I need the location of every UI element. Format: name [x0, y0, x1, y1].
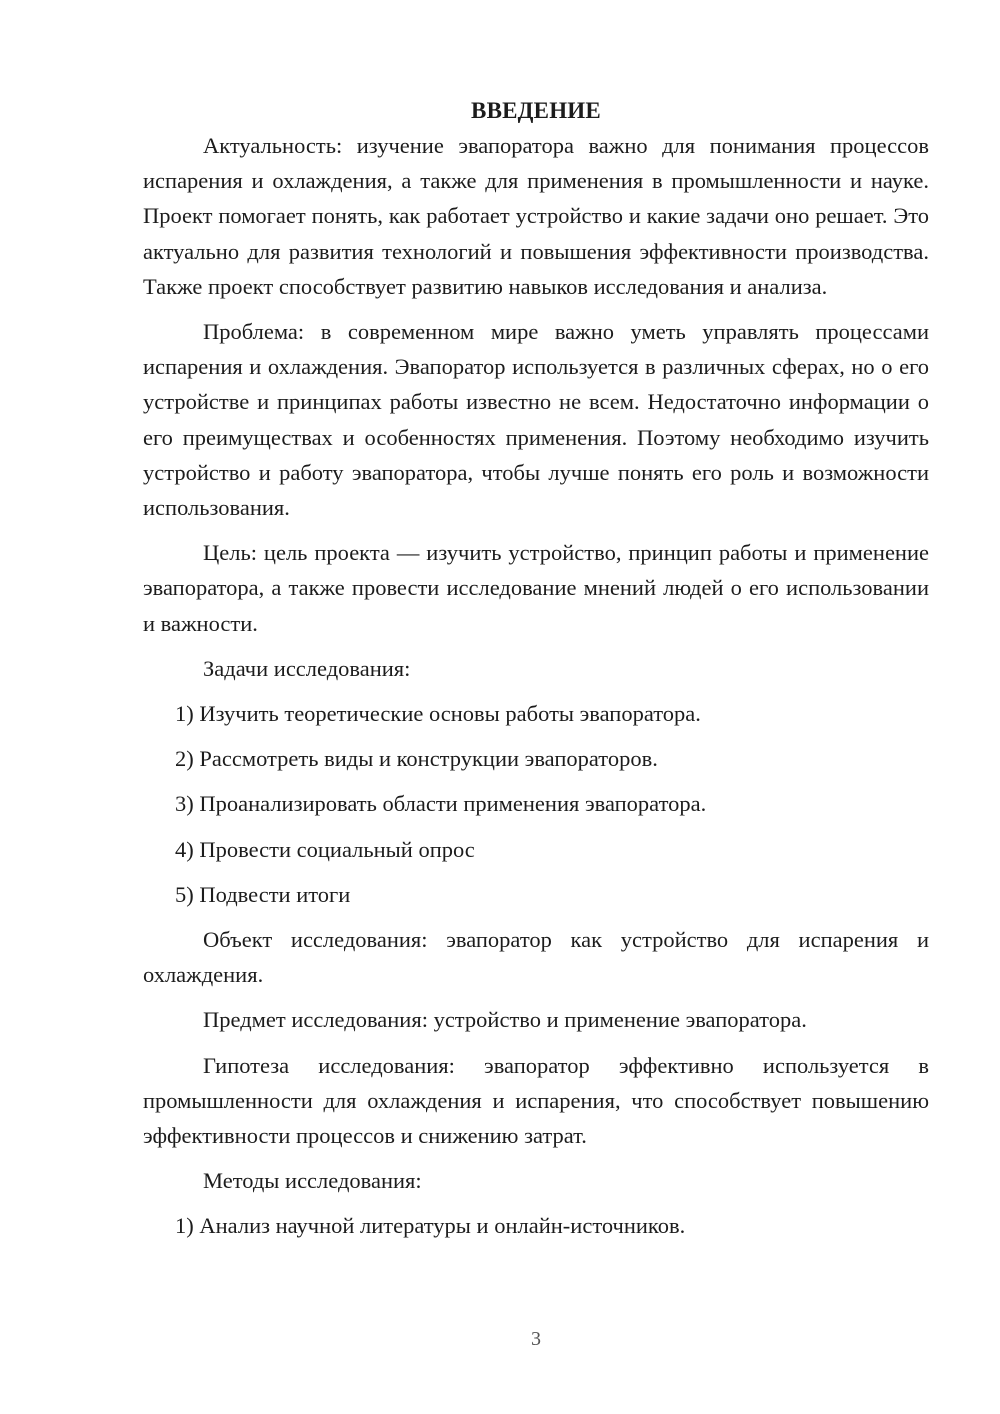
paragraph-relevance: Актуальность: изучение эвапоратора важно для понимания процессов испарения и охлаждения, а также для применения в промышленности и науке. Проект помогает понять, как работает устройство и какие задачи оно решает. Это актуально для развития технологий и повышения эффективности производства. Также проект способствует развитию навыков исследования и анализа.: [143, 133, 929, 299]
paragraph-hypothesis: Гипотеза исследования: эвапоратор эффективно используется в промышленности для охлаждения и испарения, что способствует повышению эффективности процессов и снижению затрат.: [143, 1052, 929, 1149]
paragraph-object: Объект исследования: эвапоратор как устройство для испарения и охлаждения.: [143, 927, 929, 988]
page-title: ВВЕДЕНИЕ: [471, 98, 601, 123]
list-item-method-1: 1) Анализ научной литературы и онлайн-источников.: [175, 1213, 686, 1239]
list-item-task-4: 4) Провести социальный опрос: [175, 836, 475, 862]
list-item-task-5: 5) Подвести итоги: [175, 881, 351, 907]
list-item-task-2: 2) Рассмотреть виды и конструкции эвапораторов.: [175, 746, 658, 772]
list-item-task-1: 1) Изучить теоретические основы работы эвапоратора.: [175, 701, 701, 727]
page-number: 3: [531, 1328, 541, 1350]
paragraph-goal: Цель: цель проекта — изучить устройство, принцип работы и применение эвапоратора, а также провести исследование мнений людей о его использовании и важности.: [143, 540, 929, 636]
paragraph-problem: Проблема: в современном мире важно уметь управлять процессами испарения и охлаждения. Эвапоратор используется в различных сферах, но о его устройстве и принципах работы известно не всем. Недостаточно информации о его преимуществах и особенностях применения. Поэтому необходимо изучить устройство и работу эвапоратора, чтобы лучше понять его роль и возможности использования.: [143, 319, 929, 521]
list-item-task-3: 3) Проанализировать области применения эвапоратора.: [175, 791, 707, 817]
methods-title: Методы исследования:: [203, 1168, 422, 1194]
document-page: [143, 93, 929, 1244]
tasks-title: Задачи исследования:: [203, 655, 411, 681]
paragraph-subject: Предмет исследования: устройство и применение эвапоратора.: [203, 1007, 807, 1033]
